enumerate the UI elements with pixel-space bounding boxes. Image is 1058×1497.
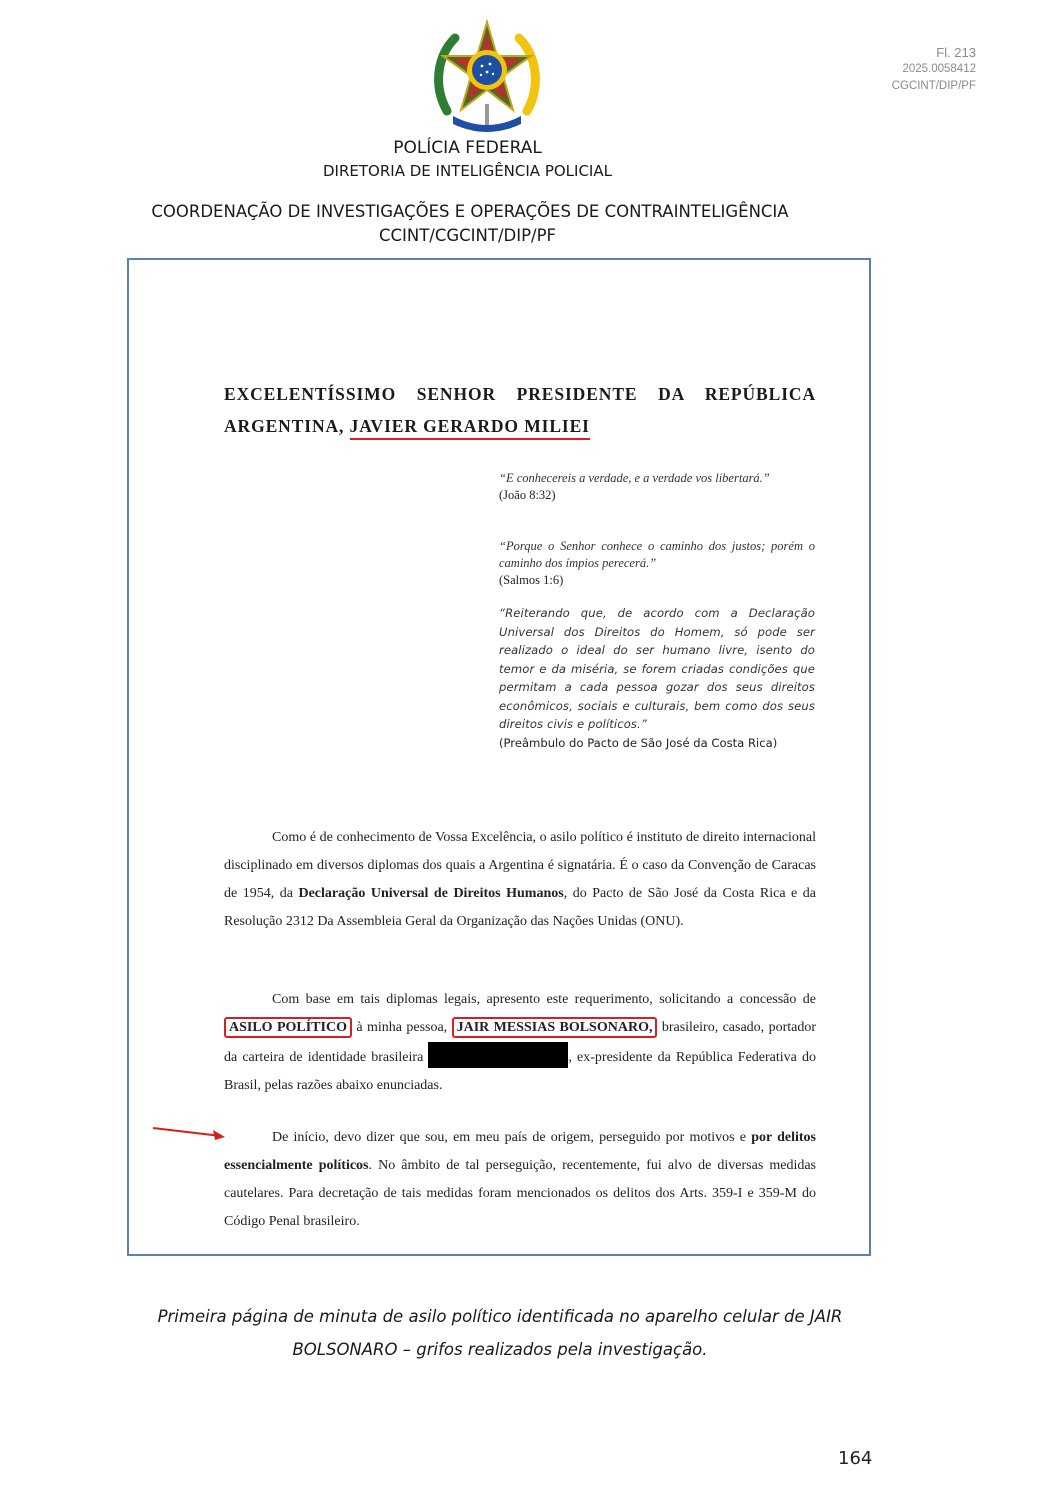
letter-image-frame [127, 258, 871, 1256]
p1-text-bold: Declaração Universal de Direitos Humanos [298, 886, 564, 901]
caption-line-2: BOLSONARO – grifos realizados pela investigação. [292, 1340, 708, 1359]
epigraph-source: (Preâmbulo do Pacto de São José da Costa Rica) [499, 735, 778, 750]
p3-text-c: . No âmbito de tal perseguição, recentemente, fui alvo de diversas medidas cautelares. Para decretação de tais medidas foram mencionados os delitos dos Arts. 359-I e 359-M do Código Penal brasileiro. [224, 1158, 817, 1229]
epigraph-source: (Salmos 1:6) [499, 573, 564, 587]
folio-number: Fl. 213 [936, 45, 976, 60]
addressee-name-underlined: JAVIER GERARDO MILIEI [350, 416, 590, 440]
epigraph-source: (João 8:32) [499, 488, 556, 502]
epigraph-quote: “Porque o Senhor conhece o caminho dos justos; porém o caminho dos ímpios perecerá.” [499, 539, 815, 570]
p2-text-e: brasileiro, casado, portador da carteira de identidade brasileira [224, 1020, 817, 1065]
caption-line-1: Primeira página de minuta de asilo político identificada no aparelho celular de JAIR [157, 1307, 843, 1326]
p2-text-c: à minha pessoa, [351, 1020, 452, 1035]
header-coordination: COORDENAÇÃO DE INVESTIGAÇÕES E OPERAÇÕES DE CONTRAINTELIGÊNCIA [151, 202, 789, 221]
highlight-name: JAIR MESSIAS BOLSONARO, [452, 1017, 658, 1038]
redaction-bar [428, 1042, 568, 1068]
p3-text-a: De início, devo dizer que sou, em meu país de origem, perseguido por motivos e [272, 1130, 752, 1145]
epigraph-2 [499, 538, 815, 589]
process-number: 2025.0058412 [902, 63, 976, 75]
page-number: 164 [838, 1448, 873, 1469]
epigraph-quote: “E conhecereis a verdade, e a verdade vos libertará.” [499, 471, 770, 485]
red-arrow-icon [151, 1122, 231, 1142]
epigraph-3 [499, 604, 815, 752]
addressee-title: EXCELENTÍSSIMO SENHOR PRESIDENTE DA REPÚBLICA ARGENTINA, [224, 384, 816, 436]
p1-text-c: , do Pacto de São José da Costa Rica e da Resolução 2312 Da Assembleia Geral da Organização das Nações Unidas (ONU). [224, 886, 816, 929]
paragraph-2 [224, 986, 816, 1100]
highlight-asilo-politico: ASILO POLÍTICO [224, 1017, 352, 1038]
stamp-unit: CGCINT/DIP/PF [891, 80, 976, 92]
p1-text-a: Como é de conhecimento de Vossa Excelência, o asilo político é instituto de direito internacional disciplinado em diversos diplomas dos quais a Argentina é signatária. É o caso da Convenção de Caracas de 1954, da [224, 830, 816, 901]
brazil-coat-of-arms [425, 16, 549, 140]
epigraph-1 [499, 470, 815, 504]
p2-text-a: Com base em tais diplomas legais, apresento este requerimento, solicitando a concessão de [272, 992, 816, 1007]
header-directorate: DIRETORIA DE INTELIGÊNCIA POLICIAL [323, 162, 612, 180]
p3-text-bold: por delitos essencialmente políticos [224, 1130, 816, 1173]
paragraph-1 [224, 824, 816, 936]
epigraph-quote: “Reiterando que, de acordo com a Declaração Universal dos Direitos do Homem, só pode ser realizado o ideal do ser humano livre, isento do temor e da miséria, se forem criadas condições que permitam a cada pessoa gozar dos seus direitos econômicos, sociais e culturais, bem como dos seus direitos civis e políticos.” [499, 606, 815, 731]
p2-text-f: , ex-presidente da República Federativa do Brasil, pelas razões abaixo enunciadas. [224, 1050, 816, 1093]
paragraph-3 [224, 1124, 816, 1236]
letter-addressee [224, 378, 816, 442]
header-unit-code: CCINT/CGCINT/DIP/PF [378, 226, 557, 245]
protocol-stamp [892, 44, 976, 95]
header-agency: POLÍCIA FEDERAL [393, 138, 542, 158]
figure-caption [0, 1300, 1000, 1366]
